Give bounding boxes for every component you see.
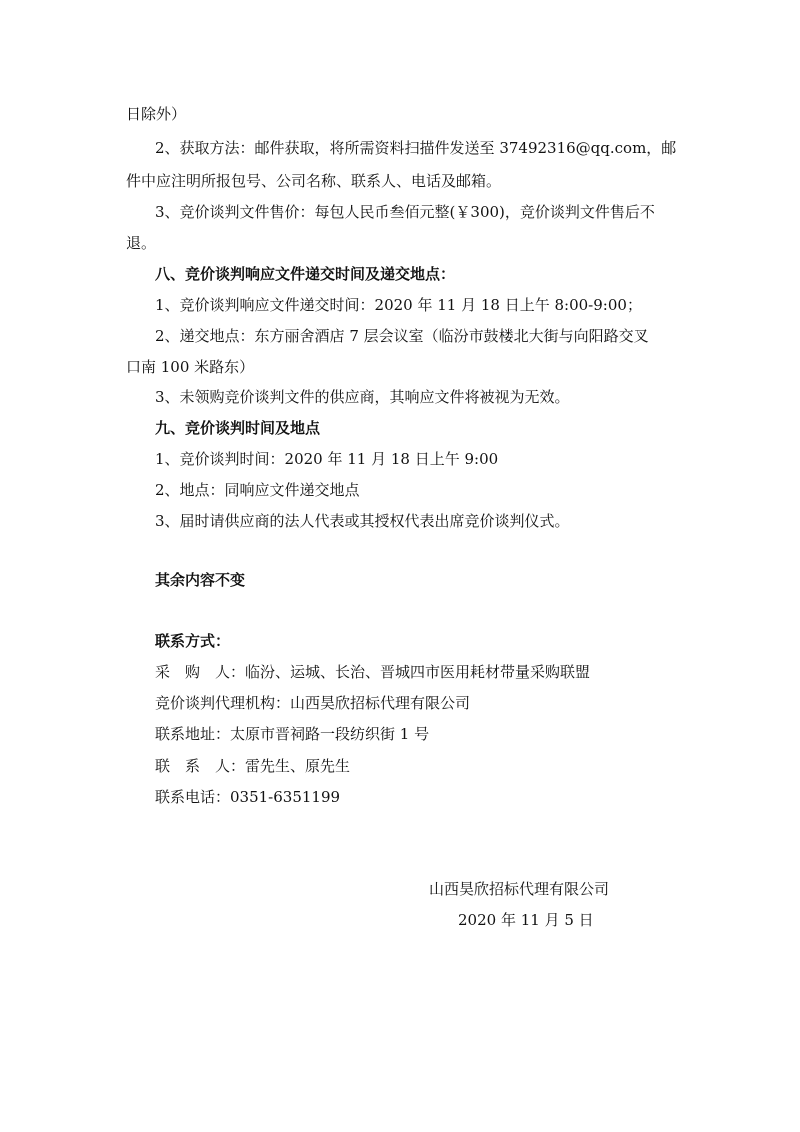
signature-date: 2020 年 11 月 5 日 (458, 911, 594, 929)
obtain-time-continuation: 日除外） (126, 105, 187, 123)
contact-purchaser: 采 购 人：临汾、运城、长治、晋城四市医用耗材带量采购联盟 (155, 663, 591, 681)
obtain-method-line-1: 2、获取方法：邮件获取，将所需资料扫描件发送至 37492316@qq.com，邮 (155, 139, 677, 157)
submission-time: 1、竞价谈判响应文件递交时间：2020 年 11 月 18 日上午 8:00-9:00； (155, 296, 642, 314)
contact-address: 联系地址：太原市晋祠路一段纺织街 1 号 (155, 725, 430, 743)
negotiation-attendance: 3、届时请供应商的法人代表或其授权代表出席竞价谈判仪式。 (155, 512, 570, 530)
negotiation-heading: 九、竞价谈判时间及地点 (155, 419, 321, 437)
obtain-method-line-2: 件中应注明所报包号、公司名称、联系人、电话及邮箱。 (126, 172, 502, 190)
document-price-line-2: 退。 (126, 234, 157, 252)
contact-heading: 联系方式： (155, 632, 231, 650)
negotiation-time: 1、竞价谈判时间：2020 年 11 月 18 日上午 9:00 (155, 450, 499, 468)
contact-agency: 竞价谈判代理机构：山西昊欣招标代理有限公司 (155, 694, 471, 712)
submission-invalid-note: 3、未领购竞价谈判文件的供应商，其响应文件将被视为无效。 (155, 388, 570, 406)
document-price-line-1: 3、竞价谈判文件售价：每包人民币叁佰元整(￥300)，竞价谈判文件售后不 (155, 203, 655, 221)
submission-heading: 八、竞价谈判响应文件递交时间及递交地点： (155, 265, 456, 283)
contact-person: 联 系 人：雷先生、原先生 (155, 757, 351, 775)
signature-company: 山西昊欣招标代理有限公司 (429, 880, 610, 898)
unchanged-note: 其余内容不变 (155, 571, 246, 589)
contact-phone: 联系电话：0351-6351199 (155, 788, 341, 806)
submission-place-line-2: 口南 100 米路东） (126, 358, 255, 376)
negotiation-place: 2、地点：同响应文件递交地点 (155, 481, 360, 499)
submission-place-line-1: 2、递交地点：东方丽舍酒店 7 层会议室（临汾市鼓楼北大街与向阳路交叉 (155, 327, 649, 345)
